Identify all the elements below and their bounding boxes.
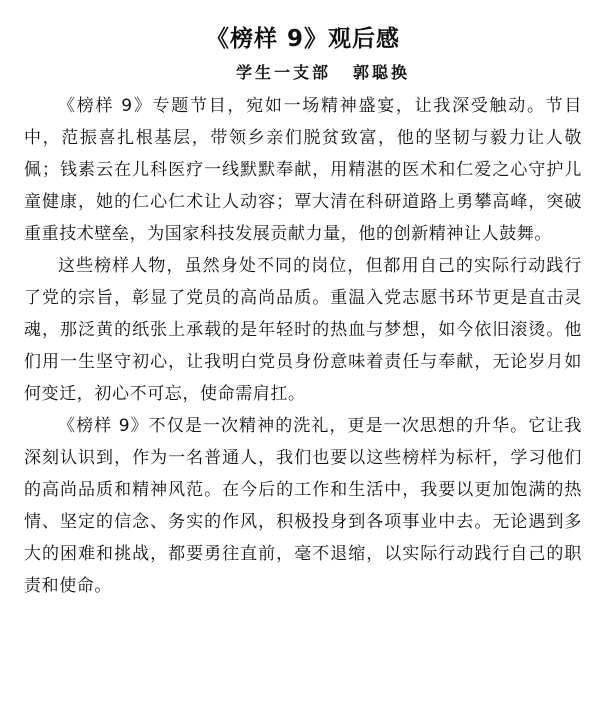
author-name: 郭聪换 <box>353 63 411 82</box>
author-byline <box>24 62 582 84</box>
body-paragraph-1: 《榜样 9》专题节目，宛如一场精神盛宴，让我深受触动。节目中，范振喜扎根基层，带领乡亲们脱贫致富，他的坚韧与毅力让人敬佩；钱素云在儿科医疗一线默默奉献，用精湛的医术和仁爱之心守护儿童健康，她的仁心仁术让人动容；覃大清在科研道路上勇攀高峰，突破重重技术壁垒，为国家科技发展贡献力量，他的创新精神让人鼓舞。 <box>24 96 582 244</box>
body-paragraph-2: 这些榜样人物，虽然身处不同的岗位，但都用自己的实际行动践行了党的宗旨，彰显了党员的高尚品质。重温入党志愿书环节更是直击灵魂，那泛黄的纸张上承载的是年轻时的热血与梦想，如今依旧滚烫。他们用一生坚守初心，让我明白党员身份意味着责任与奉献，无论岁月如何变迁，初心不可忘，使命需肩扛。 <box>24 256 582 404</box>
author-unit: 学生一支部 <box>235 63 331 82</box>
page-title: 《榜样 9》观后感 <box>205 26 400 52</box>
body-paragraph-3: 《榜样 9》不仅是一次精神的洗礼，更是一次思想的升华。它让我深刻认识到，作为一名普通人，我们也要以这些榜样为标杆，学习他们的高尚品质和精神风范。在今后的工作和生活中，我要以更加饱满的热情、坚定的信念、务实的作风，积极投身到各项事业中去。无论遇到多大的困难和挑战，都要勇往直前，毫不退缩，以实际行动践行自己的职责和使命。 <box>24 416 582 596</box>
